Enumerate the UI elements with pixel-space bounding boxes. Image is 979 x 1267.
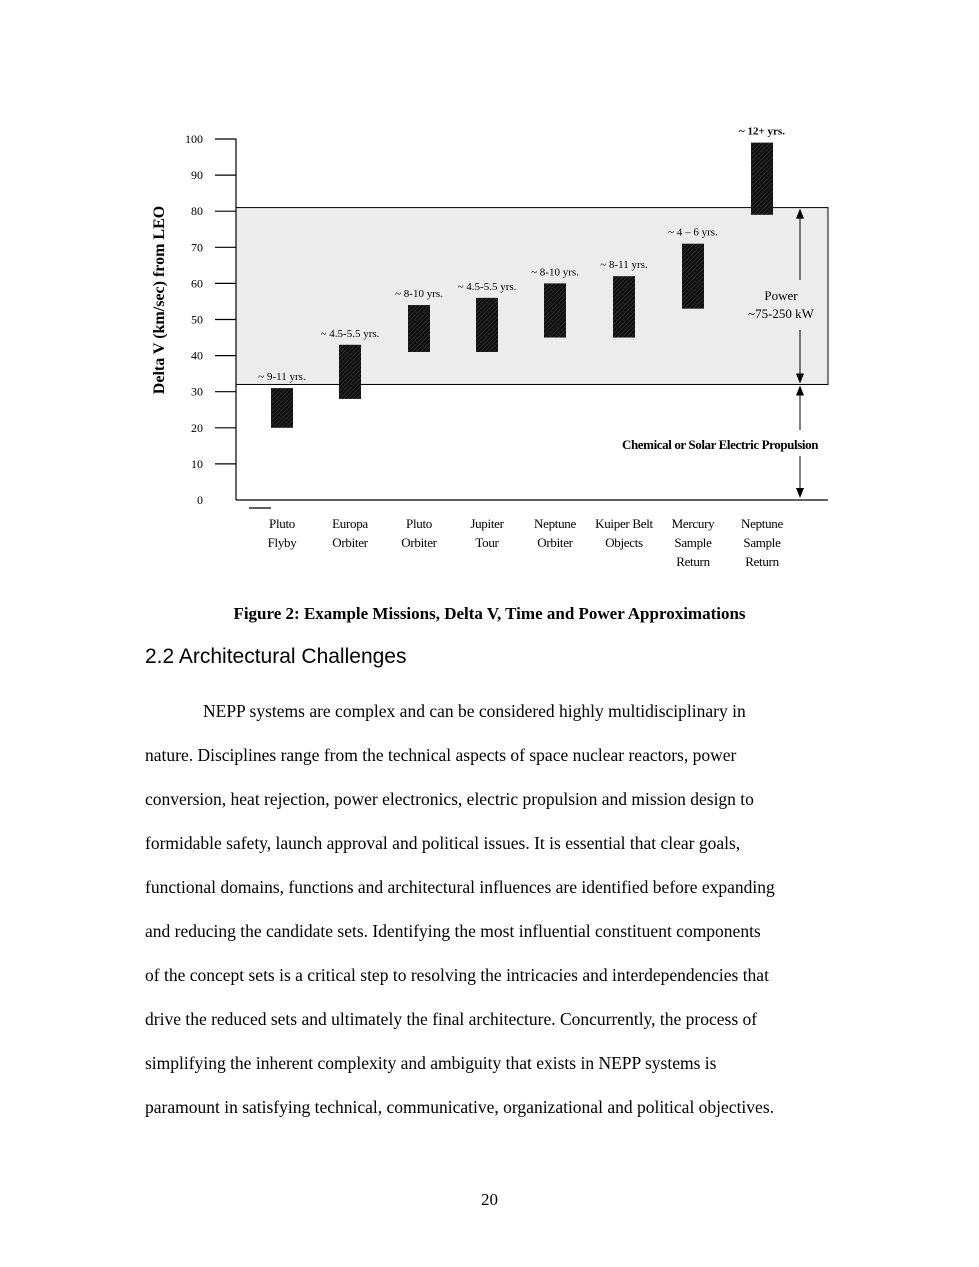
category-label: Flyby — [267, 535, 297, 550]
section-body — [145, 689, 836, 1129]
arrowhead-up — [796, 385, 804, 395]
time-label: ~ 4 – 6 yrs. — [668, 226, 718, 239]
power-regions — [236, 208, 828, 385]
body-line: NEPP systems are complex and can be considered highly multidisciplinary in — [203, 701, 746, 721]
y-tick-label: 40 — [191, 348, 203, 363]
category-label: Neptune — [741, 516, 783, 531]
mission-bar — [476, 298, 498, 352]
category-label: Kuiper Belt — [595, 516, 653, 531]
time-label: ~ 8-10 yrs. — [531, 266, 579, 279]
time-label: ~ 4.5-5.5 yrs. — [457, 280, 517, 293]
time-label: ~ 12+ yrs. — [739, 125, 785, 138]
mission-bar — [271, 388, 293, 428]
time-label: ~ 4.5-5.5 yrs. — [320, 327, 380, 340]
y-tick-label: 30 — [191, 384, 203, 399]
category-label: Jupiter — [470, 516, 504, 531]
mission-bar — [613, 276, 635, 337]
delta-v-mission-chart — [0, 0, 979, 600]
body-line: simplifying the inherent complexity and ambiguity that exists in NEPP systems is — [145, 1053, 717, 1073]
category-label: Objects — [605, 535, 643, 550]
y-tick-label: 100 — [185, 132, 203, 146]
page-number: 20 — [481, 1190, 498, 1209]
time-label: ~ 8-11 yrs. — [600, 259, 648, 272]
section-heading: 2.2 Architectural Challenges — [145, 645, 407, 668]
y-tick-label: 70 — [191, 240, 203, 255]
y-tick-label: 0 — [197, 493, 203, 507]
category-label: Europa — [332, 516, 368, 531]
power-range-label: ~75-250 kW — [748, 306, 814, 321]
mission-bar — [408, 305, 430, 352]
category-label: Mercury — [671, 516, 715, 531]
body-line: and reducing the candidate sets. Identifying the most influential constituent components — [145, 921, 761, 941]
body-line: paramount in satisfying technical, communicative, organizational and political objectives. — [145, 1097, 775, 1117]
power-label: Power — [764, 288, 798, 303]
category-label: Orbiter — [537, 535, 573, 550]
category-label: Sample — [743, 535, 781, 550]
body-line: nature. Disciplines range from the technical aspects of space nuclear reactors, power — [145, 745, 737, 765]
category-label: Tour — [475, 535, 499, 550]
mission-bar — [339, 345, 361, 399]
body-line: drive the reduced sets and ultimately the final architecture. Concurrently, the process of — [145, 1009, 758, 1029]
category-label: Sample — [674, 535, 712, 550]
power-region-box — [236, 208, 828, 385]
category-label: Return — [745, 554, 779, 569]
y-axis-label: Delta V (km/sec) from LEO — [151, 205, 168, 395]
body-line: of the concept sets is a critical step to resolving the intricacies and interdependencies that — [145, 965, 769, 985]
body-line: formidable safety, launch approval and political issues. It is essential that clear goals, — [145, 833, 741, 853]
mission-bar — [751, 143, 773, 215]
mission-bar — [544, 283, 566, 337]
y-tick-label: 60 — [191, 276, 203, 291]
mission-bar — [682, 244, 704, 309]
category-label: Orbiter — [332, 535, 368, 550]
category-label: Pluto — [406, 516, 432, 531]
y-tick-label: 20 — [191, 420, 203, 435]
y-tick-label: 10 — [191, 456, 203, 471]
y-tick-label: 50 — [191, 312, 203, 327]
time-label: ~ 8-10 yrs. — [395, 288, 443, 301]
body-line: functional domains, functions and architectural influences are identified before expanding — [145, 877, 775, 897]
chemical-sep-label: Chemical or Solar Electric Propulsion — [621, 437, 819, 452]
category-label: Pluto — [269, 516, 295, 531]
time-label: ~ 9-11 yrs. — [258, 371, 306, 384]
body-line: conversion, heat rejection, power electronics, electric propulsion and mission design to — [145, 789, 754, 809]
figure-caption: Figure 2: Example Missions, Delta V, Time and Power Approximations — [233, 604, 746, 623]
category-label: Return — [676, 554, 710, 569]
arrowhead-down — [796, 488, 804, 498]
y-tick-label: 90 — [191, 168, 203, 183]
category-label: Orbiter — [401, 535, 437, 550]
category-label: Neptune — [534, 516, 576, 531]
y-tick-label: 80 — [191, 204, 203, 219]
